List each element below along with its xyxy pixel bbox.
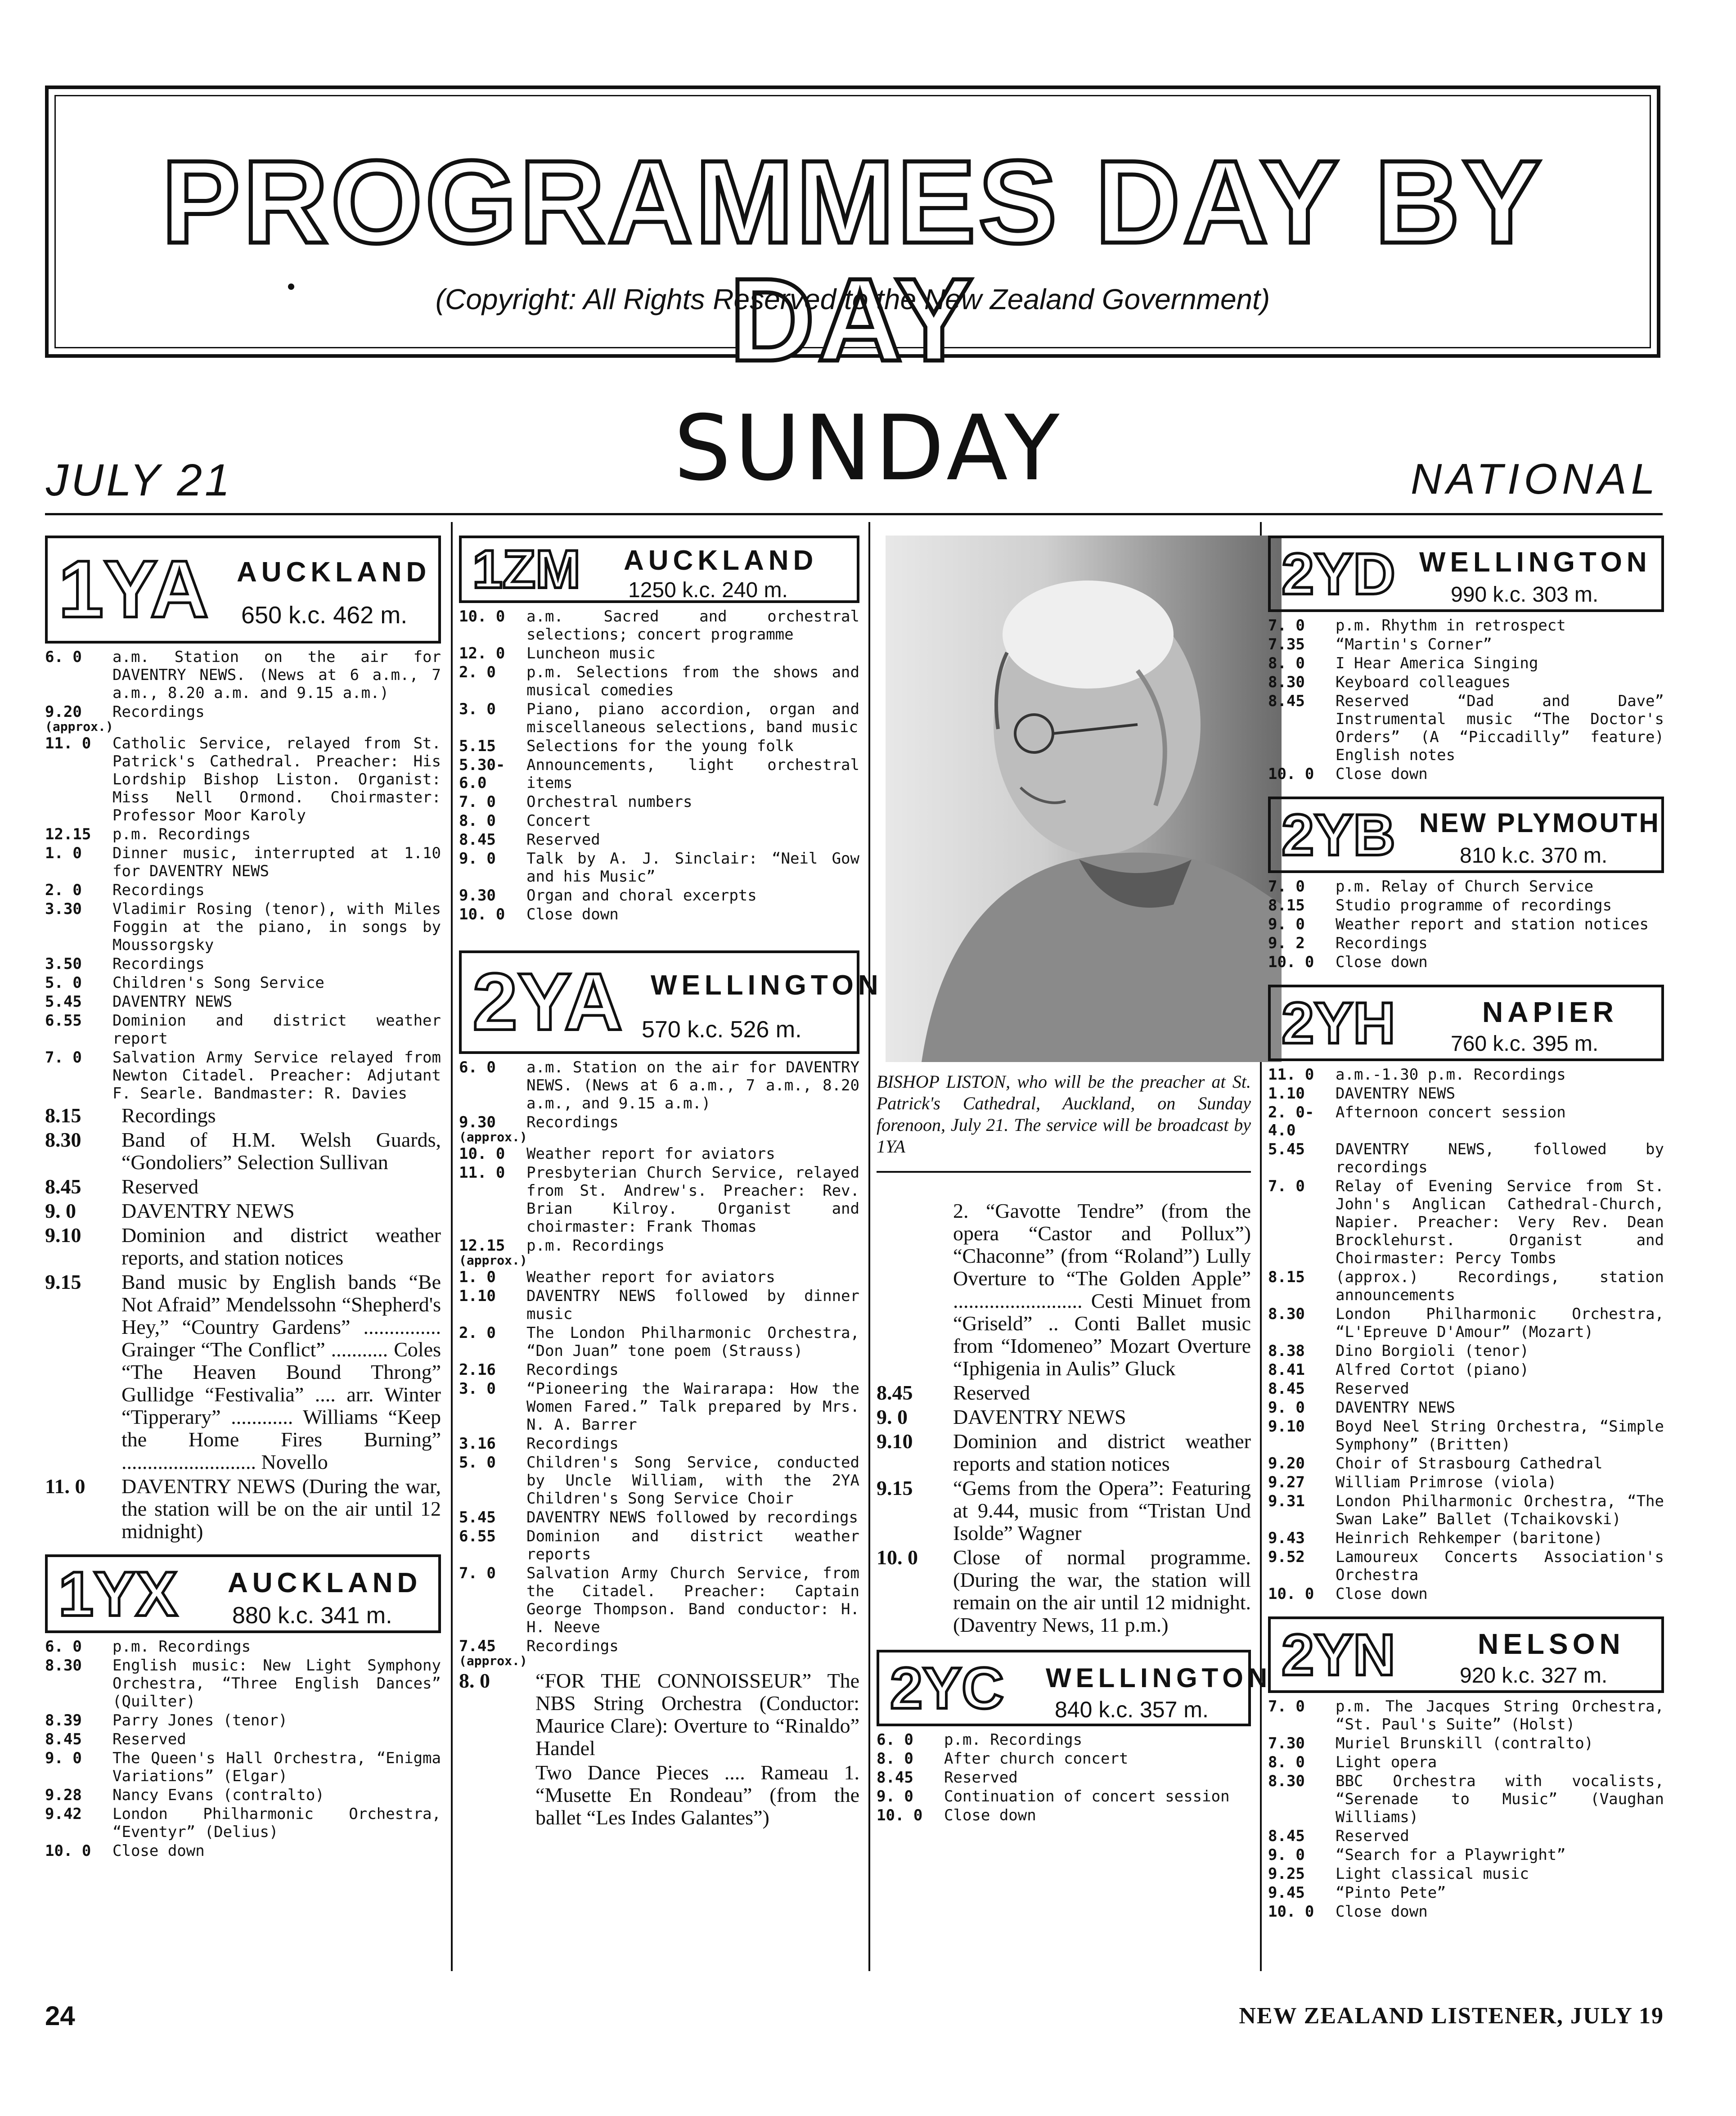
list-item: 2. 0 Recordings xyxy=(45,881,205,899)
column-divider xyxy=(868,522,870,1971)
list-item: 2. 0 The London Philharmonic Orchestra, “Don Juan” tone poem (Strauss) xyxy=(459,1324,859,1360)
list-item: 3.16 Recordings xyxy=(459,1435,619,1453)
list-item: 2. 0 p.m. Selections from the shows and musical comedies xyxy=(459,663,859,699)
approx-note: (approx.) xyxy=(459,1653,527,1668)
list-item: 9.28 Nancy Evans (contralto) xyxy=(45,1786,324,1804)
list-item: 9.25 Light classical music xyxy=(1268,1865,1529,1883)
caption-rule xyxy=(877,1171,1251,1173)
list-item: 6. 0 p.m. Recordings xyxy=(45,1638,251,1656)
list-item: 9.10 Dominion and district weather reports, and station notices xyxy=(45,1224,441,1269)
list-item: 8.45 Reserved xyxy=(1268,1380,1409,1398)
station-city: AUCKLAND xyxy=(228,1567,422,1598)
schedule-1zm xyxy=(459,608,859,923)
station-callsign: 2YD xyxy=(1282,541,1395,607)
station-frequency: 840 k.c. 357 m. xyxy=(1055,1697,1209,1722)
approx-note: (approx.) xyxy=(459,1253,527,1268)
list-item: 7. 0 p.m. The Jacques String Orchestra, “St. Paul's Suite” (Holst) xyxy=(1268,1697,1664,1733)
station-header-2yh xyxy=(1268,985,1664,1061)
header-banner xyxy=(45,86,1660,386)
list-item: 11. 0 Catholic Service, relayed from St. Patrick's Cathedral. Preacher: His Lordship Bishop Liston. Organist: Miss Nell Ormond. Choirmaster: Professor Moor Karoly xyxy=(45,734,441,824)
list-item: 8.30 Band of H.M. Welsh Guards, “Gondoliers” Selection Sullivan xyxy=(45,1128,441,1174)
portrait-photo xyxy=(886,536,1282,1062)
list-item: 10. 0 a.m. Sacred and orchestral selections; concert programme xyxy=(459,608,859,644)
programme-continued: 2. “Gavotte Tendre” (from the opera “Castor and Pollux”) “Chaconne” (from “Roland”) Lully Overture to “The Golden Apple” ......................... Cesti Minuet from “Griseld” .. Conti Ballet music from “Idomeneo” Mozart Overture “Iphigenia in Aulis” Gluck xyxy=(953,1199,1251,1380)
station-header-2ya xyxy=(459,950,883,1054)
schedule-1yx xyxy=(45,1638,441,1860)
station-header-2yb xyxy=(1268,797,1664,873)
list-item: 8. 0 Light opera xyxy=(1268,1753,1437,1771)
station-callsign: 2YH xyxy=(1282,990,1395,1056)
list-item: 3.30 Vladimir Rosing (tenor), with Miles Foggin at the piano, in songs by Moussorgsky xyxy=(45,900,441,954)
list-item: 10. 0 Weather report for aviators xyxy=(459,1145,775,1163)
station-callsign: 1ZM xyxy=(472,539,580,599)
list-item: 6.55 Dominion and district weather reports xyxy=(459,1527,859,1563)
station-header-2yc xyxy=(877,1650,1272,1726)
list-item: 6. 0 p.m. Recordings xyxy=(877,1731,1083,1749)
list-item: 9.52 Lamoureux Concerts Association's Orchestra xyxy=(1268,1548,1664,1584)
list-item: 8. 0 Concert xyxy=(459,812,591,830)
list-item: 11. 0 Presbyterian Church Service, relayed from St. Andrew's. Preacher: Rev. Brian Kilroy. Organist and choirmaster: Frank Thomas xyxy=(459,1164,859,1236)
station-callsign: 2YA xyxy=(472,957,623,1047)
list-item: 2.16 Recordings xyxy=(459,1361,619,1379)
list-item: 9. 0 “Search for a Playwright” xyxy=(1268,1846,1566,1864)
station-city: NEW PLYMOUTH xyxy=(1419,808,1660,838)
approx-note: (approx.) xyxy=(459,1130,527,1144)
station-frequency: 990 k.c. 303 m. xyxy=(1451,583,1599,607)
list-item: 7. 0 p.m. Relay of Church Service xyxy=(1268,878,1594,896)
list-item: 3. 0 Piano, piano accordion, organ and miscellaneous selections, band music xyxy=(459,700,859,736)
list-item: 9. 0 Continuation of concert session xyxy=(877,1787,1230,1805)
list-item: 5.30-6.0 Announcements, light orchestral items xyxy=(459,756,859,792)
list-item: 7. 0 p.m. Rhythm in retrospect xyxy=(1268,617,1566,635)
station-callsign: 1YX xyxy=(58,1558,178,1629)
station-city: NELSON xyxy=(1478,1628,1625,1660)
list-item: 8.45 Reserved xyxy=(877,1381,1030,1404)
list-item: 9.15 Band music by English bands “Be Not Afraid” Mendelssohn “Shepherd's Hey,” “Country Gardens” ............... Grainger “The Conflict” ........... Coles “The Heaven Bound Throng” Gullidge “Festivalia” .... arr. Winter “Tipperary” ............ Williams “Keep the Home Fires Burning” .......................... Novello xyxy=(45,1270,441,1473)
station-callsign: 2YC xyxy=(890,1655,1004,1721)
list-item: 10. 0 Close down xyxy=(877,1806,1036,1824)
list-item: 7. 0 Orchestral numbers xyxy=(459,793,693,811)
station-frequency: 650 k.c. 462 m. xyxy=(241,602,408,629)
list-item: 6. 0 a.m. Station on the air for DAVENTRY NEWS. (News at 6 a.m., 7 a.m., 8.20 a.m., and 9.15 a.m.) xyxy=(459,1058,859,1112)
list-item: 8.45 Reserved xyxy=(45,1730,186,1748)
list-item: 10. 0 Close down xyxy=(1268,1903,1428,1921)
station-frequency: 810 k.c. 370 m. xyxy=(1460,844,1608,868)
list-item: 7. 0 Salvation Army Service relayed from Newton Citadel. Preacher: Adjutant F. Searle. Bandmaster: R. Davies xyxy=(45,1049,441,1103)
list-item: 5. 0 Children's Song Service, conducted by Uncle William, with the 2YA Children's Song Service Choir xyxy=(459,1454,859,1508)
list-item: 10. 0 Close down xyxy=(1268,1585,1428,1603)
station-header-1yx xyxy=(45,1554,441,1633)
list-item: 8.30 English music: New Light Symphony Orchestra, “Three English Dances” (Quilter) xyxy=(45,1657,441,1711)
schedule-2ya xyxy=(459,1058,859,1829)
programme-date: JULY 21 xyxy=(46,455,233,505)
list-item: 9.43 Heinrich Rehkemper (baritone) xyxy=(1268,1529,1603,1547)
list-item: 10. 0 Close down xyxy=(1268,953,1428,971)
network-label: NATIONAL xyxy=(1411,455,1660,503)
schedule-2yc xyxy=(877,1731,1251,1824)
list-item: 5.45 DAVENTRY NEWS xyxy=(45,993,233,1011)
list-item: 6.55 Dominion and district weather report xyxy=(45,1012,441,1048)
schedule-2yd xyxy=(1268,617,1664,783)
list-item: 8.45 Reserved xyxy=(877,1769,1018,1787)
list-item: 9.30 Recordings xyxy=(459,1113,619,1131)
list-item: 5.45 DAVENTRY NEWS, followed by recordings xyxy=(1268,1140,1664,1176)
list-item: 9.42 London Philharmonic Orchestra, “Eventyr” (Delius) xyxy=(45,1805,441,1841)
list-item: 11. 0 DAVENTRY NEWS (During the war, the station will be on the air until 12 midnight) xyxy=(45,1475,441,1543)
station-callsign: 1YA xyxy=(58,544,209,635)
list-item: 9. 0 The Queen's Hall Orchestra, “Enigma Variations” (Elgar) xyxy=(45,1749,441,1785)
list-item: 10. 0 Close of normal programme. (During the war, the station will remain on the air until 12 midnight. (Daventry News, 11 p.m.) xyxy=(877,1546,1251,1636)
list-item: 7.35 “Martin's Corner” xyxy=(1268,635,1492,653)
station-header-1ya xyxy=(45,536,441,644)
column-1 xyxy=(45,536,441,1861)
station-frequency: 880 k.c. 341 m. xyxy=(232,1603,392,1629)
list-item: 9.45 “Pinto Pete” xyxy=(1268,1884,1446,1902)
photo-caption: BISHOP LISTON, who will be the preacher at St. Patrick's Cathedral, Auckland, on Sunday forenoon, July 21. The service will be broadcast by 1YA xyxy=(877,1072,1251,1157)
list-item: 9.20 Recordings xyxy=(45,703,205,721)
list-item: 9.10 Dominion and district weather reports and station notices xyxy=(877,1430,1251,1475)
list-item: 5. 0 Children's Song Service xyxy=(45,974,324,992)
list-item: 8.30 BBC Orchestra with vocalists, “Serenade to Music” (Vaughan Williams) xyxy=(1268,1772,1664,1826)
station-city: WELLINGTON xyxy=(1046,1663,1272,1693)
list-item: 8.45 Reserved xyxy=(1268,1827,1409,1845)
list-item: 5.15 Selections for the young folk xyxy=(459,737,794,755)
list-item: 9. 0 DAVENTRY NEWS xyxy=(45,1199,295,1222)
station-callsign: 2YB xyxy=(1282,802,1395,868)
list-item: 8. 0 After church concert xyxy=(877,1750,1129,1768)
list-item: 9. 0 DAVENTRY NEWS xyxy=(1268,1399,1456,1417)
list-item: 9. 0 Weather report and station notices xyxy=(1268,915,1649,933)
schedule-2yb xyxy=(1268,878,1664,971)
list-item: 7. 0 Salvation Army Church Service, from the Citadel. Preacher: Captain George Thompson. Band conductor: H. H. Neeve xyxy=(459,1564,859,1636)
list-item: 6. 0 a.m. Station on the air for DAVENTRY NEWS. (News at 6 a.m., 7 a.m., 8.20 a.m. and 9.15 a.m.) xyxy=(45,648,441,702)
approx-note: (approx.) xyxy=(45,719,113,734)
list-item: 9.10 Boyd Neel String Orchestra, “Simple Symphony” (Britten) xyxy=(1268,1418,1664,1454)
station-city: AUCKLAND xyxy=(237,557,431,588)
list-item: 8.30 London Philharmonic Orchestra, “L'Epreuve D'Amour” (Mozart) xyxy=(1268,1305,1664,1341)
list-item: 8.15 Studio programme of recordings xyxy=(1268,896,1612,914)
station-header-1zm xyxy=(459,536,859,603)
list-item: 10. 0 Close down xyxy=(459,905,619,923)
list-item: 9.15 “Gems from the Opera”: Featuring at 9.44, music from “Tristan Und Isolde” Wagner xyxy=(877,1477,1251,1544)
list-item: 8.45 Reserved “Dad and Dave” Instrumental music “The Doctor's Orders” (A “Piccadilly” feature) English notes xyxy=(1268,692,1664,764)
list-item: 9. 0 DAVENTRY NEWS xyxy=(877,1405,1126,1428)
list-item: 5.45 DAVENTRY NEWS followed by recordings xyxy=(459,1508,858,1526)
list-item: 10. 0 Close down xyxy=(1268,765,1428,783)
station-frequency: 1250 k.c. 240 m. xyxy=(628,578,788,602)
copyright-notice: (Copyright: All Rights Reserved to the New Zealand Government) xyxy=(435,283,1270,315)
column-divider xyxy=(451,522,453,1971)
column-4 xyxy=(1268,536,1664,1922)
list-item: 8.39 Parry Jones (tenor) xyxy=(45,1711,288,1729)
day-heading: SUNDAY xyxy=(674,396,1063,501)
list-item: 8.45 Reserved xyxy=(459,831,600,849)
station-header-2yn xyxy=(1268,1616,1664,1693)
list-item: 11. 0 a.m.-1.30 p.m. Recordings xyxy=(1268,1066,1566,1084)
list-item: 3. 0 “Pioneering the Wairarapa: How the Women Fared.” Talk prepared by Mrs. N. A. Barrer xyxy=(459,1380,859,1434)
list-item: 10. 0 Close down xyxy=(45,1842,205,1860)
station-frequency: 920 k.c. 327 m. xyxy=(1460,1664,1608,1688)
list-item: 3.50 Recordings xyxy=(45,955,205,973)
list-item: 2. 0-4.0 Afternoon concert session xyxy=(1268,1103,1566,1139)
list-item: 1.10 DAVENTRY NEWS xyxy=(1268,1085,1456,1103)
station-city: WELLINGTON xyxy=(1419,547,1651,578)
list-item: 8.41 Alfred Cortot (piano) xyxy=(1268,1361,1529,1379)
list-item: 8.30 Keyboard colleagues xyxy=(1268,673,1511,691)
list-item: 8.15 (approx.) Recordings, station announcements xyxy=(1268,1268,1664,1304)
list-item: 8. 0 “FOR THE CONNOISSEUR” The NBS String Orchestra (Conductor: Maurice Clare): Overture to “Rinaldo” Handel xyxy=(459,1669,859,1760)
schedule-1ya xyxy=(45,648,441,1543)
page-number: 24 xyxy=(45,2001,75,2031)
schedule-2yh xyxy=(1268,1066,1664,1603)
programme-continued: Two Dance Pieces .... Rameau 1. “Musette En Rondeau” (from the ballet “Les Indes Galantes”) xyxy=(535,1761,859,1829)
page-title: PROGRAMMES DAY BY DAY xyxy=(162,136,1544,386)
station-city: NAPIER xyxy=(1482,996,1618,1028)
publication-footer: NEW ZEALAND LISTENER, JULY 19 xyxy=(1239,2003,1664,2029)
list-item: 12.15 p.m. Recordings xyxy=(459,1237,665,1255)
station-frequency: 760 k.c. 395 m. xyxy=(1451,1032,1599,1056)
list-item: 12.15 p.m. Recordings xyxy=(45,825,251,843)
station-header-2yd xyxy=(1268,536,1664,612)
column-2 xyxy=(459,536,883,1829)
list-item: 8.38 Dino Borgioli (tenor) xyxy=(1268,1342,1529,1360)
station-city: AUCKLAND xyxy=(624,545,818,576)
list-item: 9.20 Choir of Strasbourg Cathedral xyxy=(1268,1454,1603,1472)
list-item: 8.45 Reserved xyxy=(45,1175,199,1198)
list-item: 1. 0 Weather report for aviators xyxy=(459,1268,775,1286)
list-item: 12. 0 Luncheon music xyxy=(459,644,656,662)
schedule-2yn xyxy=(1268,1697,1664,1921)
schedule-2ya-continued xyxy=(877,1382,1251,1636)
list-item: 7.30 Muriel Brunskill (contralto) xyxy=(1268,1734,1594,1752)
station-frequency: 570 k.c. 526 m. xyxy=(642,1017,802,1043)
list-item: 9.31 London Philharmonic Orchestra, “The Swan Lake” Ballet (Tchaikovski) xyxy=(1268,1492,1664,1528)
print-speck xyxy=(288,284,294,290)
header-rule xyxy=(45,513,1663,515)
list-item: 9. 0 Talk by A. J. Sinclair: “Neil Gow and his Music” xyxy=(459,850,859,886)
list-item: 1. 0 Dinner music, interrupted at 1.10 for DAVENTRY NEWS xyxy=(45,844,441,880)
station-city: WELLINGTON xyxy=(651,970,883,1001)
list-item: 9. 2 Recordings xyxy=(1268,934,1428,952)
list-item: 9.27 William Primrose (viola) xyxy=(1268,1473,1557,1491)
bishop-portrait-image xyxy=(886,536,1282,1062)
list-item: 1.10 DAVENTRY NEWS followed by dinner music xyxy=(459,1287,859,1323)
station-callsign: 2YN xyxy=(1282,1622,1395,1688)
list-item: 9.30 Organ and choral excerpts xyxy=(459,887,757,905)
list-item: 7.45 Recordings xyxy=(459,1637,619,1655)
list-item: 8. 0 I Hear America Singing xyxy=(1268,654,1538,672)
column-3 xyxy=(877,536,1272,1825)
list-item: 8.15 Recordings xyxy=(45,1104,216,1127)
list-item: 7. 0 Relay of Evening Service from St. John's Anglican Cathedral-Church, Napier. Preacher: Very Rev. Dean Brocklehurst. Organist and Choirmaster: Percy Tombs xyxy=(1268,1177,1664,1267)
